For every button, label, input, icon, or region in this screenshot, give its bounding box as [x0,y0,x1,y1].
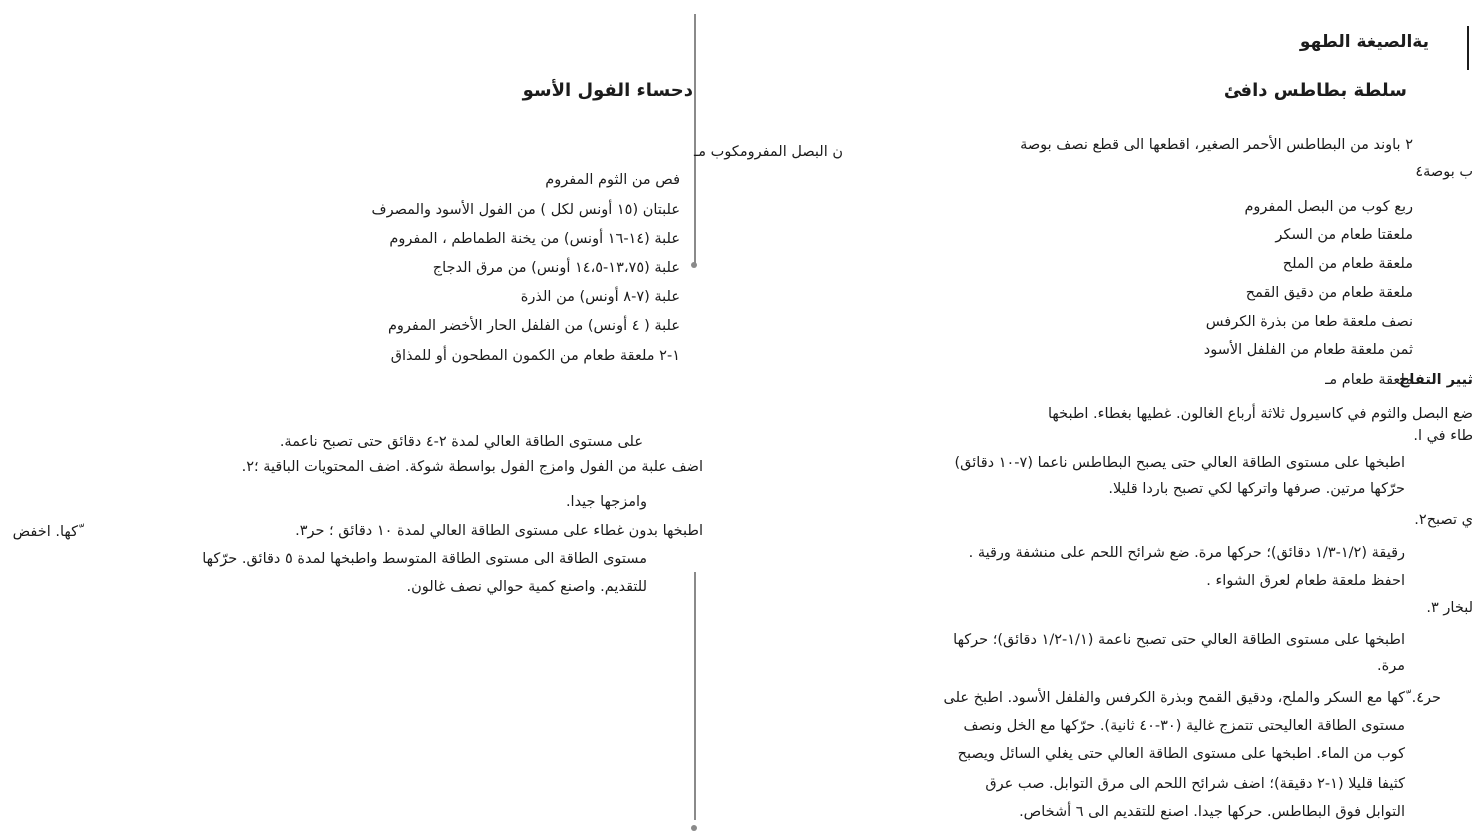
left-ingredient: علبتان (١٥ أونس لكل ) من الفول الأسود والمصرف [371,202,680,218]
left-ingredient: علبة (٧-٨ أونس) من الذرة [520,289,680,305]
right-step: التوابل فوق البطاطس. حركها جيدا. اصنع للتقديم الى ٦ أشخاص. [1019,804,1405,820]
right-ingredient: ٢ باوند من البطاطس الأحمر الصغير، اقطعها الى قطع نصف بوصة [1020,137,1413,153]
left-step: مستوى الطاقة الى مستوى الطاقة المتوسط واطبخها لمدة ٥ دقائق. حرّكها [202,551,647,567]
left-ingredient: ن البصل المفرومكوب مـ [694,144,843,160]
right-step: اطبخها على مستوى الطاقة العالي حتى يصبح البطاطس ناعما (٧-١٠ دقائق) [954,455,1405,471]
left-step: للتقديم. واصنع كمية حوالي نصف غالون. [406,579,647,595]
right-step: كوب من الماء. اطبخها على مستوى الطاقة العالي حتى يغلي السائل ويصبح [957,746,1405,762]
right-step: لبخار ٣. [1426,600,1473,616]
right-step: ّكها مع السكر والملح، ودقيق القمح وبذرة الكرفس والفلفل الأسود. اطبخ على [943,690,1405,706]
right-step: مرة. [1377,658,1405,674]
left-ingredient: علبة (١٣،٧٥-١٤،٥ أونس) من مرق الدجاج [432,260,680,276]
right-ingredient: ملعقة طعام مـ [1325,372,1413,388]
right-ingredient: ملعقتا طعام من السكر [1275,227,1413,243]
right-page-header: يةالصيغة الطهو [1299,32,1429,52]
right-step: اضف علبة من الفول وامزج الفول بواسطة شوكة. اضف المحتويات الباقية ؛٢. [241,459,703,475]
right-step: طاء في ا. [1413,428,1473,444]
right-step: احفظ ملعقة طعام لعرق الشواء . [1206,573,1405,589]
left-ingredient: علبة (١٤-١٦ أونس) من يخنة الطماطم ، المفروم [389,231,680,247]
right-ingredient: ب بوصة٤ [1415,164,1473,180]
left-step: ّكها. اخفض [12,524,78,540]
divider-dot-top [691,262,697,268]
page-divider-top [694,14,696,264]
divider-dot-bottom [691,825,697,831]
right-step: حرّكها مرتين. صرفها واتركها لكي تصبح باردا قليلا. [1108,481,1405,497]
right-ingredient: ربع كوب من البصل المفروم [1244,199,1413,215]
right-step: اطبخها على مستوى الطاقة العالي حتى تصبح ناعمة (١/١-١/٢ دقائق)؛ حركها [953,632,1405,648]
right-step: رقيقة (١/٢-١/٣ دقائق)؛ حركها مرة. ضع شرائح اللحم على منشفة ورقية . [968,545,1405,561]
right-ingredient: ملعقة طعام من الملح [1282,256,1413,272]
right-step: مستوى الطاقة العاليحتى تتمزج غالية (٣٠-٤٠ ثانية). حرّكها مع الخل ونصف [963,718,1405,734]
right-ingredient: ملعقة طعام من دقيق القمح [1245,285,1413,301]
left-step: على مستوى الطاقة العالي لمدة ٢-٤ دقائق حتى تصبح ناعمة. [279,434,643,450]
left-recipe-title: دحساء الفول الأسو [522,80,693,101]
left-ingredient: ١-٢ ملعقة طعام من الكمون المطحون أو للمذاق [390,348,680,364]
right-step: كثيفا قليلا (١-٢ دقيقة)؛ اضف شرائح اللحم الى مرق التوابل. صب عرق [985,776,1405,792]
right-step: ي تصبح٢. [1414,512,1473,528]
left-step: وامزجها جيدا. [565,494,647,510]
right-step: ضع البصل والثوم في كاسيرول ثلاثة أرباع الغالون. غطيها بغطاء. اطبخها [1048,406,1473,422]
right-ingredient: ثمن ملعقة طعام من الفلفل الأسود [1203,342,1413,358]
right-ingredient: نصف ملعقة طعا من بذرة الكرفس [1205,314,1413,330]
right-recipe-title: سلطة بطاطس دافئ [1223,80,1407,101]
right-step: اطبخها بدون غطاء على مستوى الطاقة العالي لمدة ١٠ دقائق ؛ حر٣. [295,523,703,539]
right-step: حر٤. [1411,690,1441,706]
page-divider-bottom [694,572,696,820]
right-ingredient: ثيير التفاح [1398,372,1473,388]
left-ingredient: علبة ( ٤ أونس) من الفلفل الحار الأخضر المفروم [387,318,680,334]
page-edge-mark [1467,26,1469,70]
left-ingredient: فص من الثوم المفروم [545,172,680,188]
